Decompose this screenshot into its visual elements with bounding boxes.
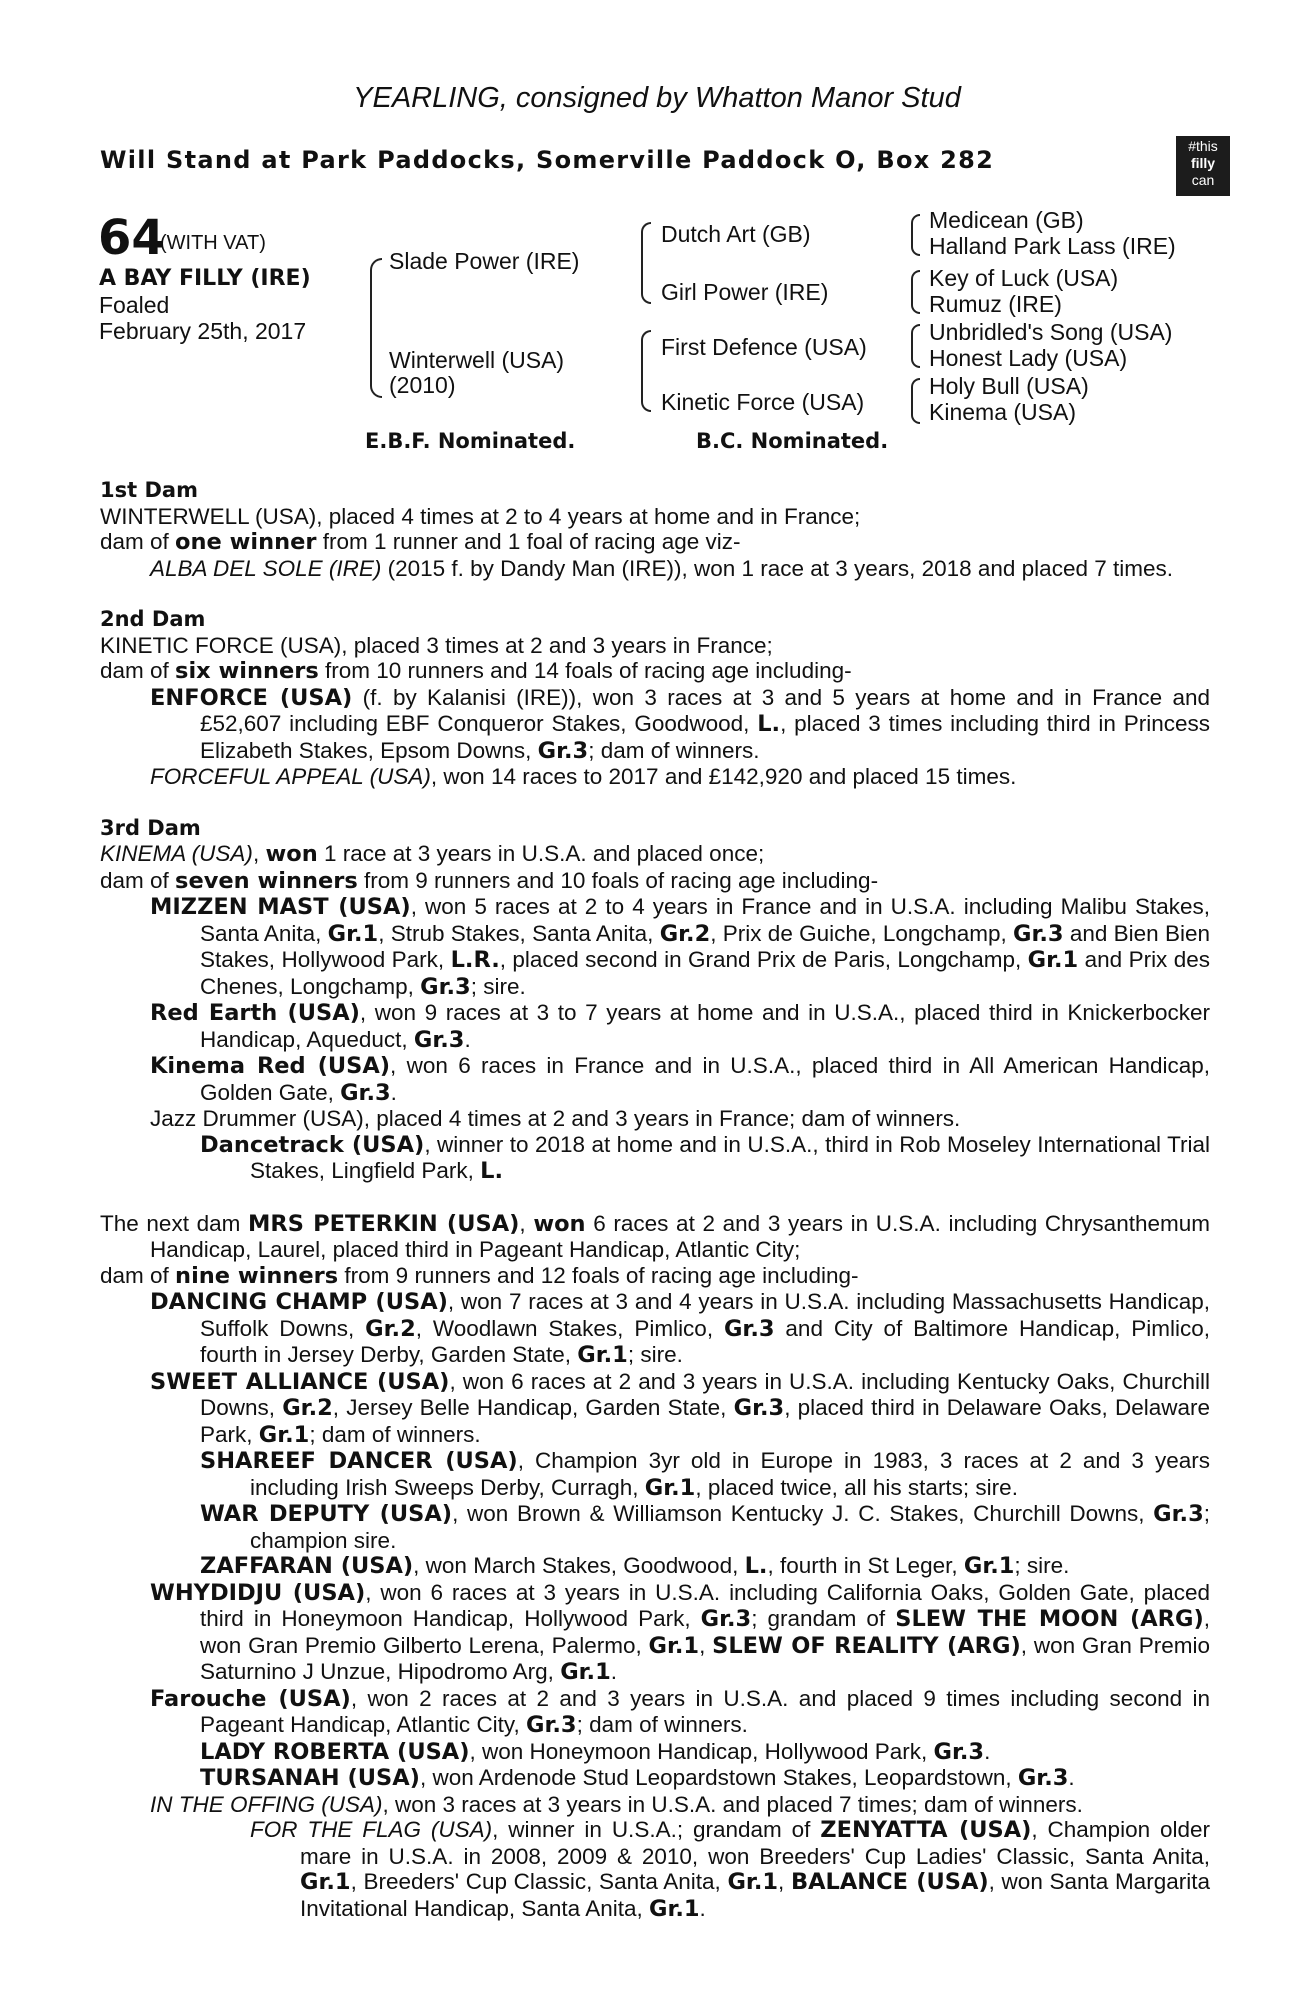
- produce-entry: [100, 1553, 1210, 1580]
- produce-entry: [100, 1739, 1210, 1766]
- pedigree-brace-3d: [911, 378, 920, 424]
- bc-nominated: B.C. Nominated.: [696, 429, 889, 453]
- text: 1 race at 3 years in U.S.A. and placed once;: [317, 841, 765, 866]
- race-grade: Gr.1: [577, 1342, 628, 1368]
- text: The next dam: [100, 1210, 249, 1236]
- winner-count: seven winners: [175, 867, 358, 894]
- pedigree-g5: Unbridled's Song (USA): [929, 319, 1173, 345]
- second-dam-heading: 2nd Dam: [100, 607, 206, 631]
- entry-text: ,: [699, 1632, 713, 1658]
- race-grade: Gr.3: [420, 973, 471, 1000]
- text: ,: [519, 1210, 534, 1236]
- entry-text: (f. by Kalanisi (IRE)), won 3 races at 3 and 5 years at home and in France and £52,607 including EBF Conqueror Stakes, Goodwood,: [200, 684, 1210, 736]
- entry-text: ; champion sire.: [250, 1501, 1210, 1553]
- horse-name: ENFORCE (USA): [150, 684, 353, 711]
- entry-text: , won Gran Premio Gilberto Lerena, Palermo,: [200, 1606, 1210, 1658]
- entry-text: , won 9 races at 3 to 7 years at home and in U.S.A., placed third in Knickerbocker Handicap, Aqueduct,: [200, 1000, 1210, 1052]
- pedigree-sire: Slade Power (IRE): [389, 248, 580, 274]
- race-grade: Gr.1: [648, 1895, 700, 1922]
- pedigree-dam-year: (2010): [389, 372, 456, 398]
- pedigree-g2: Halland Park Lass (IRE): [929, 233, 1176, 259]
- horse-name: Red Earth (USA): [150, 1000, 360, 1026]
- third-dam-produce: [100, 868, 1210, 895]
- race-grade: L.: [744, 1553, 768, 1579]
- pedigree-brace-2b: [641, 330, 651, 412]
- race-grade: L.: [757, 711, 781, 737]
- produce-entry: [100, 1132, 1210, 1185]
- race-grade: Gr.3: [733, 1395, 785, 1421]
- entry-text: , won 14 races to 2017 and £142,920 and placed 15 times.: [430, 764, 1017, 789]
- logo-line: filly: [1190, 155, 1216, 171]
- catalogue-body: [100, 478, 1210, 1922]
- race-grade: Gr.3: [1013, 920, 1064, 947]
- entry-text: , won 7 races at 3 and 4 years in U.S.A. including Massachusetts Handicap, Suffolk Downs,: [200, 1289, 1210, 1341]
- entry-text: , Champion older mare in U.S.A. in 2008, 2009 & 2010, won Breeders' Cup Ladies' Classic, Santa Anita,: [300, 1817, 1210, 1869]
- horse-name: Dancetrack (USA): [200, 1131, 425, 1158]
- entry-text: , won Ardenode Stud Leopardstown Stakes, Leopardstown,: [419, 1765, 1018, 1790]
- horse-name: BALANCE (USA): [790, 1869, 989, 1895]
- produce-entry: [100, 1000, 1210, 1053]
- pedigree-dam: Winterwell (USA): [389, 347, 565, 373]
- produce-entry: [100, 685, 1210, 765]
- winner-count: nine winners: [175, 1262, 339, 1289]
- next-dam-line: [100, 1211, 1210, 1263]
- race-grade: Gr.3: [413, 1026, 465, 1053]
- entry-text: and Prix des Chenes, Longchamp,: [200, 947, 1210, 999]
- text: dam of: [100, 867, 176, 893]
- entry-text: and City of Baltimore Handicap, Pimlico, fourth in Jersey Derby, Garden State,: [200, 1315, 1210, 1367]
- horse-name: ALBA DEL SOLE (IRE): [150, 555, 382, 581]
- entry-text: , won March Stakes, Goodwood,: [413, 1553, 745, 1578]
- race-grade: Gr.1: [1027, 947, 1079, 973]
- entry-text: , winner in U.S.A.; grandam of: [492, 1817, 821, 1842]
- winner-count: one winner: [175, 529, 317, 555]
- entry-text: , won 2 races at 2 and 3 years in U.S.A. and placed 9 times including second in Pageant Handicap, Atlantic City,: [200, 1685, 1210, 1737]
- race-grade: Gr.1: [963, 1553, 1015, 1579]
- first-dam-line: WINTERWELL (USA), placed 4 times at 2 to 4 years at home and in France;: [100, 503, 861, 529]
- text: ,: [252, 841, 266, 866]
- race-grade: Gr.1: [560, 1659, 611, 1685]
- entry-text: ; dam of winners.: [309, 1421, 481, 1447]
- race-grade: Gr.3: [1017, 1765, 1069, 1791]
- horse-name: TURSANAH (USA): [200, 1765, 420, 1791]
- entry-text: , placed third in Delaware Oaks, Delaware Park,: [200, 1395, 1210, 1447]
- horse-name: WAR DEPUTY (USA): [200, 1501, 453, 1527]
- race-grade: Gr.1: [648, 1632, 700, 1659]
- pedigree-dam-sire: First Defence (USA): [661, 334, 867, 360]
- race-grade: Gr.3: [526, 1712, 577, 1738]
- race-grade: Gr.2: [365, 1315, 416, 1342]
- horse-name: FORCEFUL APPEAL (USA): [150, 764, 431, 789]
- next-dam-produce: [100, 1263, 1210, 1290]
- race-grade: Gr.1: [258, 1421, 310, 1448]
- pedigree-brace-1: [370, 258, 382, 398]
- foaled-label: Foaled: [99, 292, 170, 318]
- pedigree-brace-2a: [641, 222, 651, 304]
- entry-text: , won 5 races at 2 to 4 years in France and in U.S.A. including Malibu Stakes, Santa Anita,: [200, 894, 1210, 946]
- entry-text: , won Honeymoon Handicap, Hollywood Park,: [469, 1738, 934, 1764]
- entry-text: , won Santa Margarita Invitational Handicap, Santa Anita,: [300, 1869, 1210, 1921]
- horse-name: KINEMA (USA): [100, 841, 253, 866]
- text: 6 races at 2 and 3 years in U.S.A. including Chrysanthemum Handicap, Laurel, placed third in Pageant Handicap, Atlantic City;: [150, 1210, 1210, 1262]
- horse-name: FOR THE FLAG (USA): [250, 1817, 493, 1842]
- produce-entry: [100, 1289, 1210, 1369]
- race-grade: Gr.2: [282, 1395, 333, 1421]
- entry-text: ; sire.: [627, 1342, 683, 1367]
- entry-text: (2015 f. by Dandy Man (IRE)), won 1 race at 3 years, 2018 and placed 7 times.: [381, 555, 1173, 581]
- text: from 1 runner and 1 foal of racing age viz-: [316, 529, 741, 554]
- produce-entry: [100, 1792, 1210, 1818]
- horse-name: DANCING CHAMP (USA): [150, 1289, 448, 1315]
- lot-name: A BAY FILLY (IRE): [99, 266, 311, 291]
- winner-count: six winners: [175, 658, 319, 684]
- race-grade: L.R.: [450, 947, 500, 973]
- pedigree-g4: Rumuz (IRE): [929, 291, 1062, 317]
- race-grade: Gr.1: [644, 1474, 696, 1501]
- text: dam of: [100, 658, 176, 683]
- entry-text: , won 6 races in France and in U.S.A., placed third in All American Handicap, Golden Gate,: [200, 1053, 1211, 1105]
- foaled-date: February 25th, 2017: [99, 318, 307, 344]
- pedigree-g3: Key of Luck (USA): [929, 265, 1119, 291]
- entry-text: , Breeders' Cup Classic, Santa Anita,: [350, 1869, 728, 1894]
- pedigree-sire-sire: Dutch Art (GB): [661, 221, 811, 247]
- entry-text: .: [1068, 1765, 1075, 1790]
- race-grade: Gr.3: [700, 1606, 752, 1632]
- race-grade: Gr.1: [300, 1869, 351, 1895]
- race-grade: Gr.3: [537, 737, 589, 764]
- logo-line: #this: [1188, 138, 1218, 154]
- entry-text: , won 6 races at 3 years in U.S.A. including California Oaks, Golden Gate, placed third in Honeymoon Handicap, Hollywood Park,: [200, 1579, 1210, 1631]
- entry-text: , winner to 2018 at home and in U.S.A., third in Rob Moseley International Trial Stakes, Lingfield Park,: [250, 1131, 1211, 1183]
- pedigree-g1: Medicean (GB): [929, 207, 1084, 233]
- entry-text: ; sire.: [470, 973, 526, 999]
- entry-text: .: [390, 1079, 397, 1105]
- won-label: won: [533, 1210, 586, 1237]
- entry-text: , won Gran Premio Saturnino J Unzue, Hipodromo Arg,: [200, 1632, 1210, 1684]
- entry-text: .: [464, 1026, 471, 1052]
- pedigree-g7: Holy Bull (USA): [929, 373, 1089, 399]
- pedigree-g8: Kinema (USA): [929, 399, 1076, 425]
- text: dam of: [100, 529, 176, 554]
- text: dam of: [100, 1262, 176, 1288]
- stand-location: Will Stand at Park Paddocks, Somerville Paddock O, Box 282: [100, 146, 995, 174]
- text: from 10 runners and 14 foals of racing age including-: [318, 658, 852, 683]
- produce-entry: [100, 1053, 1210, 1106]
- entry-text: ; sire.: [1014, 1553, 1070, 1578]
- entry-text: ; dam of winners.: [576, 1712, 748, 1737]
- produce-entry: [100, 764, 1210, 790]
- produce-entry: [100, 556, 1210, 582]
- horse-name: MIZZEN MAST (USA): [150, 894, 411, 920]
- entry-text: .: [699, 1895, 706, 1921]
- entry-text: , placed second in Grand Prix de Paris, Longchamp,: [499, 947, 1028, 972]
- first-dam-heading: 1st Dam: [100, 478, 198, 502]
- entry-text: .: [984, 1738, 991, 1764]
- race-grade: Gr.3: [933, 1738, 985, 1765]
- text: from 9 runners and 12 foals of racing age including-: [338, 1262, 859, 1288]
- pedigree-sire-dam: Girl Power (IRE): [661, 279, 829, 305]
- race-grade: Gr.3: [1153, 1501, 1204, 1527]
- race-grade: Gr.1: [327, 920, 379, 947]
- produce-entry: [100, 1501, 1210, 1553]
- entry-text: , fourth in St Leger,: [767, 1553, 964, 1578]
- horse-name: Farouche (USA): [150, 1685, 351, 1712]
- entry-text: , won 3 races at 3 years in U.S.A. and placed 7 times; dam of winners.: [382, 1791, 1083, 1817]
- third-dam-line: [100, 841, 1210, 868]
- pedigree-brace-3b: [911, 270, 920, 314]
- horse-name: WHYDIDJU (USA): [150, 1579, 366, 1606]
- race-grade: Gr.1: [727, 1869, 779, 1895]
- race-grade: Gr.3: [340, 1079, 391, 1106]
- race-grade: Gr.2: [659, 920, 711, 947]
- pedigree-brace-3a: [911, 214, 920, 256]
- pedigree-brace-3c: [911, 324, 920, 368]
- this-filly-can-logo: [1176, 136, 1230, 196]
- entry-text: , Prix de Guiche, Longchamp,: [710, 920, 1014, 946]
- vat-label: (WITH VAT): [160, 232, 266, 254]
- horse-name: SWEET ALLIANCE (USA): [150, 1368, 450, 1395]
- produce-entry: [100, 1817, 1210, 1922]
- produce-entry: [100, 894, 1210, 1000]
- produce-entry: [100, 1580, 1210, 1686]
- second-dam-produce: [100, 658, 1210, 685]
- entry-text: , won 6 races at 2 and 3 years in U.S.A. including Kentucky Oaks, Churchill Downs,: [200, 1368, 1210, 1420]
- third-dam-heading: 3rd Dam: [100, 815, 201, 840]
- entry-text: ,: [778, 1869, 791, 1894]
- horse-name: MRS PETERKIN (USA): [248, 1210, 520, 1237]
- entry-text: , placed 3 times including third in Princess Elizabeth Stakes, Epsom Downs,: [200, 711, 1210, 763]
- pedigree-g6: Honest Lady (USA): [929, 345, 1128, 371]
- entry-text: .: [610, 1659, 618, 1684]
- entry-text: , won Brown & Williamson Kentucky J. C. Stakes, Churchill Downs,: [452, 1501, 1154, 1526]
- produce-entry: Jazz Drummer (USA), placed 4 times at 2 and 3 years in France; dam of winners.: [150, 1106, 961, 1131]
- text: from 9 runners and 10 foals of racing age including-: [357, 867, 879, 893]
- horse-name: SLEW OF REALITY (ARG): [712, 1632, 1021, 1659]
- entry-text: , Champion 3yr old in Europe in 1983, 3 races at 2 and 3 years including Irish Sweeps Derby, Curragh,: [250, 1448, 1211, 1500]
- entry-text: ; grandam of: [751, 1606, 896, 1631]
- produce-entry: [100, 1448, 1210, 1501]
- horse-name: SHAREEF DANCER (USA): [200, 1448, 518, 1474]
- entry-text: , Strub Stakes, Santa Anita,: [378, 920, 660, 946]
- horse-name: LADY ROBERTA (USA): [200, 1738, 470, 1765]
- horse-name: ZAFFARAN (USA): [200, 1553, 414, 1579]
- horse-name: Kinema Red (USA): [150, 1053, 391, 1079]
- horse-name: IN THE OFFING (USA): [150, 1791, 383, 1817]
- produce-entry: [100, 1686, 1210, 1739]
- race-grade: Gr.3: [723, 1315, 775, 1342]
- race-grade: L.: [480, 1158, 504, 1184]
- won-label: won: [265, 841, 318, 867]
- entry-text: , placed twice, all his starts; sire.: [695, 1474, 1018, 1500]
- produce-entry: [100, 1369, 1210, 1449]
- lot-number: 64: [98, 210, 165, 266]
- ebf-nominated: E.B.F. Nominated.: [365, 429, 576, 453]
- horse-name: SLEW THE MOON (ARG): [895, 1606, 1204, 1632]
- entry-text: and Bien Bien Stakes, Hollywood Park,: [200, 920, 1210, 972]
- logo-line: can: [1191, 172, 1215, 188]
- pedigree-dam-dam: Kinetic Force (USA): [661, 389, 865, 415]
- horse-name: ZENYATTA (USA): [820, 1817, 1032, 1843]
- produce-entry: [100, 1765, 1210, 1792]
- entry-text: , Jersey Belle Handicap, Garden State,: [332, 1395, 734, 1420]
- first-dam-produce: [100, 529, 1210, 556]
- second-dam-line: KINETIC FORCE (USA), placed 3 times at 2 and 3 years in France;: [100, 632, 773, 658]
- page-title: YEARLING, consigned by Whatton Manor Stud: [353, 82, 961, 114]
- entry-text: ; dam of winners.: [588, 737, 760, 763]
- entry-text: , Woodlawn Stakes, Pimlico,: [415, 1315, 724, 1341]
